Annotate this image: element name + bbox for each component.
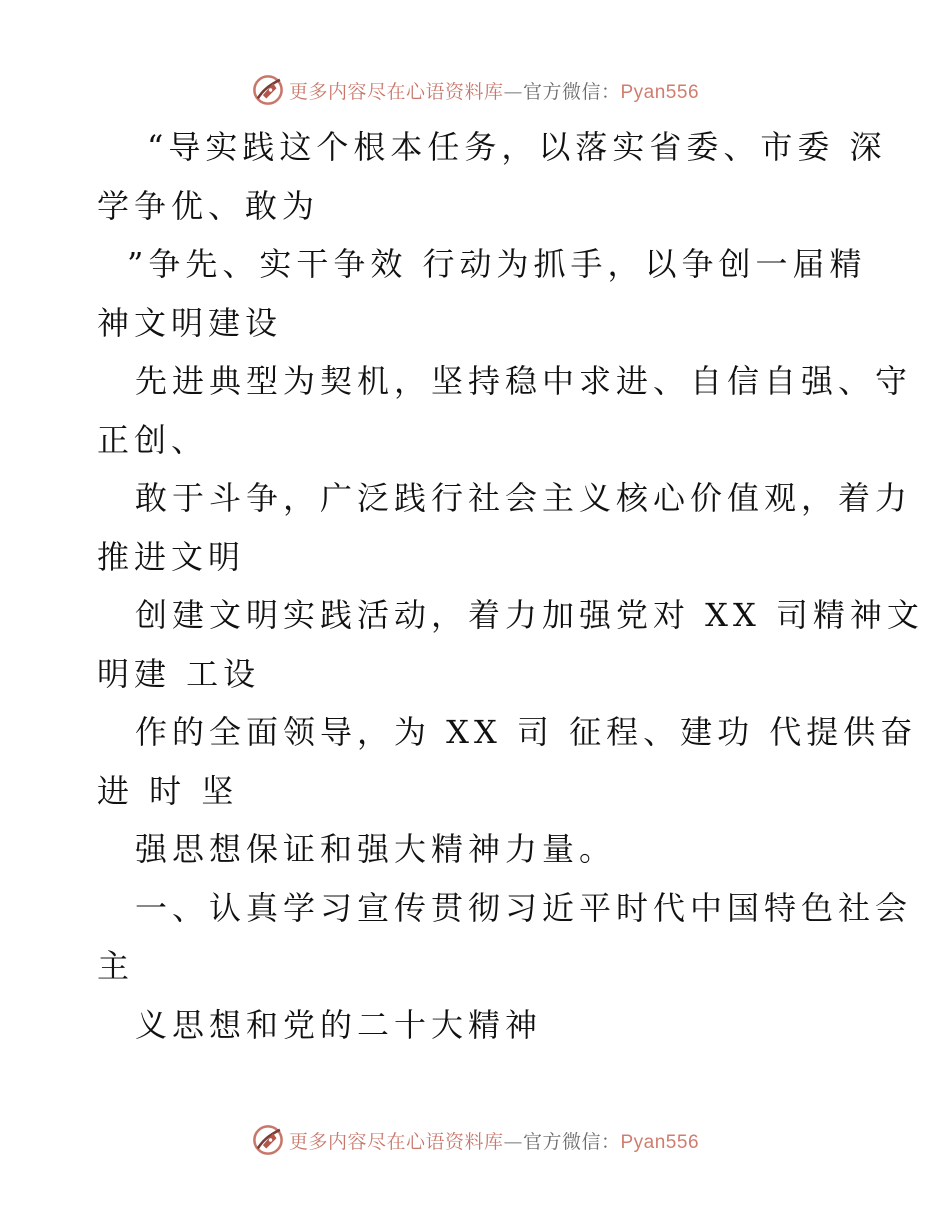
body-line-16: 义思想和党的二十大精神 xyxy=(135,1005,543,1044)
header-dash: — xyxy=(503,80,523,103)
header-wechat-id: Pyan556 xyxy=(620,81,700,103)
document-body xyxy=(97,118,924,1054)
footer-dash: — xyxy=(503,1130,523,1153)
pen-nib-logo-icon xyxy=(251,73,285,107)
body-line-10: 明建 工设 xyxy=(97,654,261,693)
header-wechat-label: 官方微信： xyxy=(522,80,621,103)
body-line-9: 创建文明实践活动，着力加强党对 XX 司精神文 xyxy=(135,596,924,634)
body-line-12: 进 时 坚 xyxy=(97,771,239,810)
body-line-3: ”争先、实干争效 行动为抓手，以争创一届精 xyxy=(127,245,867,283)
pen-nib-logo-icon xyxy=(251,1123,285,1157)
header-site-text: 更多内容尽在心语资料库 xyxy=(288,80,504,103)
footer-wechat-label: 官方微信： xyxy=(522,1130,621,1153)
body-line-5: 先进典型为契机，坚持稳中求进、自信自强、守 xyxy=(135,362,913,400)
footer-text xyxy=(289,1127,699,1154)
body-line-7: 敢于斗争，广泛践行社会主义核心价值观，着力 xyxy=(135,479,913,517)
header-banner xyxy=(0,70,950,110)
body-line-8: 推进文明 xyxy=(97,537,246,576)
body-line-15: 主 xyxy=(97,947,135,985)
body-line-4: 神文明建设 xyxy=(97,303,283,342)
footer-banner xyxy=(0,1120,950,1160)
body-line-2: 学争优、敢为 xyxy=(97,186,320,225)
body-line-14: 一、认真学习宣传贯彻习近平时代中国特色社会 xyxy=(135,888,913,927)
footer-site-text: 更多内容尽在心语资料库 xyxy=(288,1130,504,1153)
body-line-6: 正创、 xyxy=(97,420,209,459)
footer-wechat-id: Pyan556 xyxy=(620,1131,700,1153)
header-text xyxy=(289,77,699,104)
body-line-11: 作的全面领导，为 XX 司 征程、建功 代提供奋 xyxy=(135,713,918,751)
body-line-1: “导实践这个根本任务，以落实省委、市委 深 xyxy=(147,128,887,166)
body-line-13: 强思想保证和强大精神力量。 xyxy=(135,830,617,868)
